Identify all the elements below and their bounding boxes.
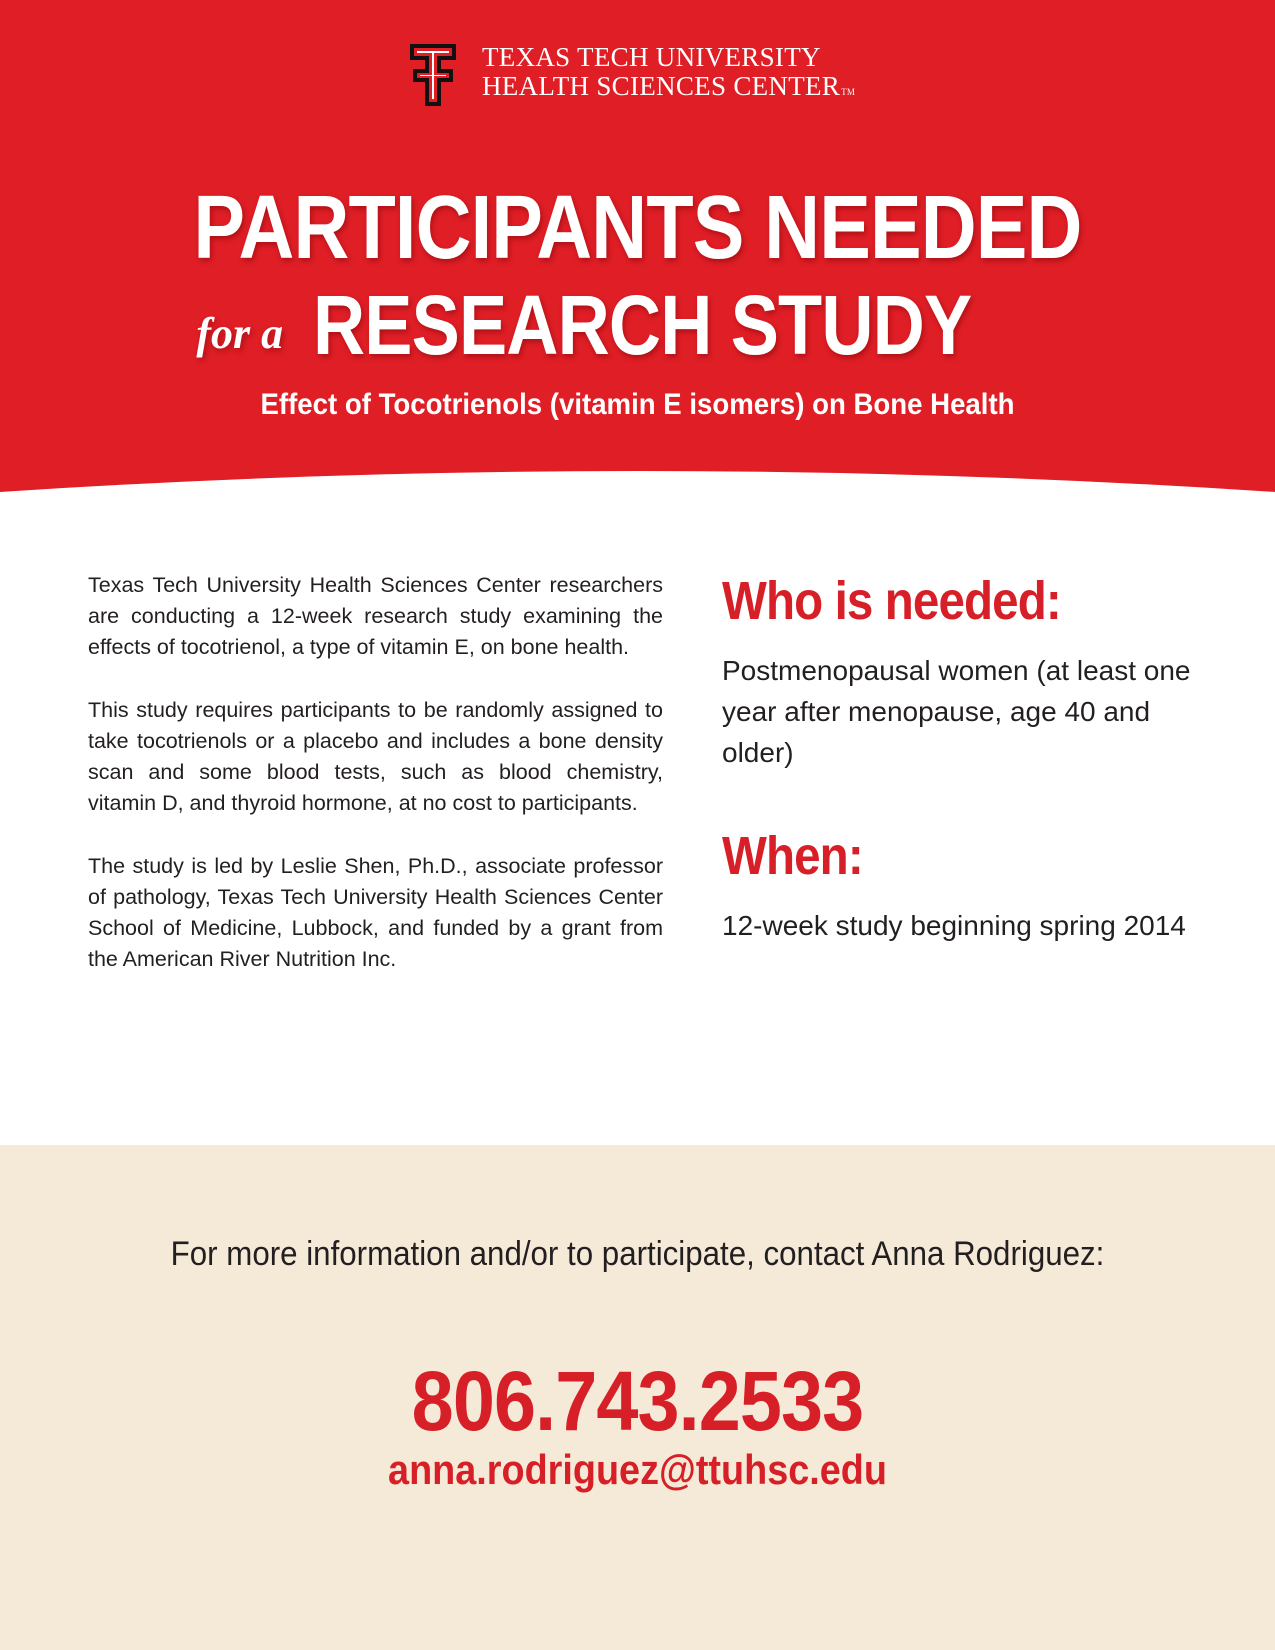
headline-line-2 (0, 280, 1275, 370)
institution-line-2: HEALTH SCIENCES CENTER (482, 71, 841, 101)
description-paragraph-1: Texas Tech University Health Sciences Center researchers are conducting a 12-week research study examining the effects of tocotrienol, a type of vitamin E, on bone health. (88, 573, 663, 659)
double-t-icon (408, 42, 458, 108)
study-description (88, 570, 663, 1007)
contact-footer (0, 1145, 1275, 1650)
headline-connector: for a (196, 309, 284, 358)
when-heading: When: (722, 826, 863, 886)
contact-intro: For more information and/or to participate, contact Anna Rodriguez: (170, 1235, 1105, 1273)
study-subtitle: Effect of Tocotrienols (vitamin E isomers) on Bone Health (260, 388, 1015, 421)
contact-email[interactable]: anna.rodriguez@ttuhsc.edu (388, 1446, 887, 1493)
contact-phone[interactable]: 806.743.2533 (411, 1354, 864, 1448)
institution-logo (408, 42, 855, 108)
headline-research-study: RESEARCH STUDY (313, 278, 972, 372)
header-banner (0, 0, 1275, 500)
institution-line-1: TEXAS TECH UNIVERSITY (482, 42, 821, 72)
eligibility-panel (722, 570, 1202, 946)
who-body: Postmenopausal women (at least one year after menopause, age 40 and older) (722, 655, 1191, 768)
who-heading: Who is needed: (722, 571, 1061, 631)
description-paragraph-2: This study requires participants to be randomly assigned to take tocotrienols or a placebo and includes a bone density scan and some blood tests, such as blood chemistry, vitamin D, and thyroid hormone, at no cost to participants. (88, 698, 663, 815)
when-body: 12-week study beginning spring 2014 (722, 910, 1186, 941)
institution-line-2-wrap (482, 72, 855, 107)
institution-name (482, 43, 855, 107)
headline: PARTICIPANTS NEEDED (193, 178, 1082, 278)
trademark-mark: TM (841, 87, 856, 97)
description-paragraph-3: The study is led by Leslie Shen, Ph.D., associate professor of pathology, Texas Tech University Health Sciences Center School of Medicine, Lubbock, and funded by a grant from the American River Nutrition Inc. (88, 854, 663, 971)
